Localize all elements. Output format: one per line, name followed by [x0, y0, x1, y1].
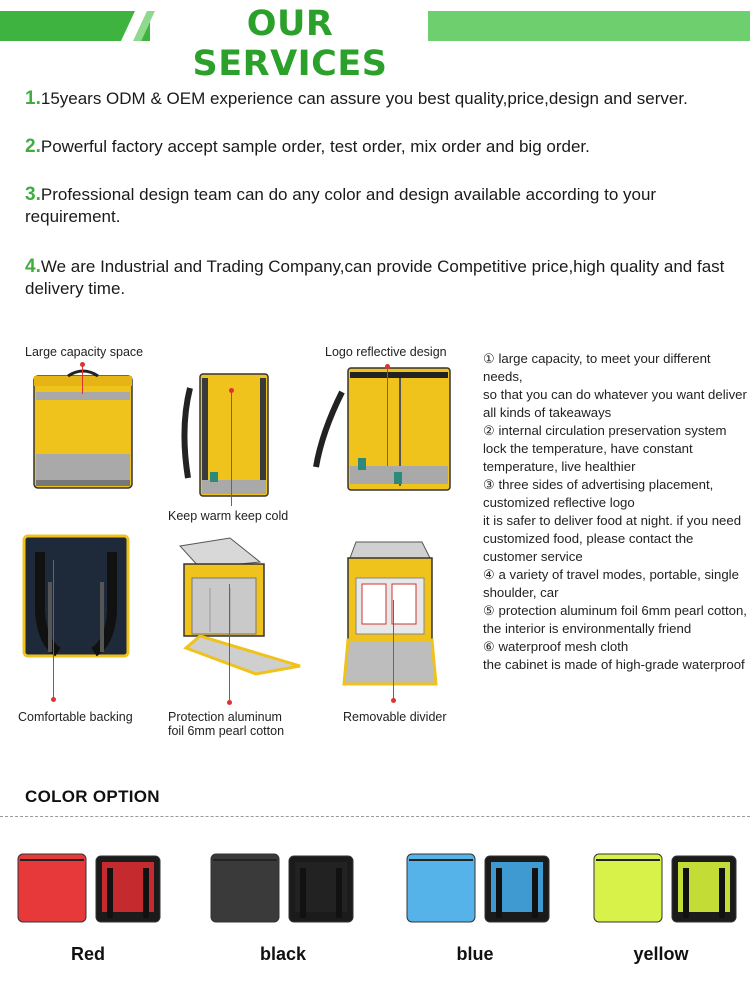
feature-line: ⑥ waterproof mesh cloth: [483, 639, 629, 654]
bag-front: [18, 854, 86, 922]
caption-logo-reflective: Logo reflective design: [325, 345, 447, 359]
feature-line: ⑤ protection aluminum foil 6mm pearl cotton, the interior is environmentally friend: [483, 603, 747, 636]
color-label-yellow: yellow: [633, 944, 689, 964]
arrow-line: [82, 364, 83, 394]
bag-open-foil-image: [170, 536, 305, 676]
caption-protection: [168, 710, 284, 738]
bag-divider-image: [340, 538, 440, 688]
color-option-title: COLOR OPTION: [25, 787, 160, 806]
service-item-4: [25, 256, 743, 300]
arrow-line: [229, 584, 230, 702]
arrow-dot: [391, 698, 396, 703]
page-title: OUR SERVICES: [192, 4, 388, 84]
arrow-line: [387, 366, 388, 466]
service-number: 3.: [25, 184, 41, 205]
caption-removable-divider: Removable divider: [343, 710, 447, 724]
arrow-dot: [51, 697, 56, 702]
service-text: Professional design team can do any color and design available according to your requirement.: [25, 185, 657, 226]
bag-side-image: [180, 368, 275, 500]
feature-line: ① large capacity, to meet your different needs,: [483, 351, 711, 384]
arrow-dot: [227, 700, 232, 705]
caption-large-capacity: Large capacity space: [25, 345, 144, 359]
color-swatch-yellow: [592, 848, 742, 926]
color-swatch-red: [16, 848, 166, 926]
service-item-1: [25, 88, 743, 110]
feature-line: ③ three sides of advertising placement, customized reflective logo: [483, 477, 714, 510]
feature-line: it is safer to deliver food at night. if you need customized food, please contact the customer service: [483, 513, 742, 564]
bag-front: [211, 854, 279, 922]
bag-front: [407, 854, 475, 922]
caption-protection-line2: foil 6mm pearl cotton: [168, 724, 285, 738]
bag-backing-image: [20, 532, 132, 664]
color-swatch-black: [209, 848, 359, 926]
features-list: [483, 350, 748, 674]
service-text: We are Industrial and Trading Company,can provide Competitive price,high quality and fast delivery time.: [25, 257, 725, 298]
service-item-3: [25, 184, 743, 228]
color-label-black: black: [259, 944, 307, 964]
arrow-line: [393, 600, 394, 700]
service-item-2: [25, 136, 743, 158]
color-label-blue: blue: [456, 944, 494, 964]
service-text: 15years ODM & OEM experience can assure you best quality,price,design and server.: [40, 89, 688, 108]
bag-front-image: [28, 362, 138, 494]
bag-back-image: [312, 362, 452, 494]
feature-line: the cabinet is made of high-grade waterproof: [483, 657, 745, 672]
service-text: Powerful factory accept sample order, test order, mix order and big order.: [40, 137, 590, 156]
feature-line: ② internal circulation preservation system lock the temperature, have constant temperature, live healthier: [483, 423, 727, 474]
feature-line: so that you can do whatever you want deliver all kinds of takeaways: [483, 387, 747, 420]
color-swatch-blue: [405, 848, 555, 926]
divider: [0, 816, 750, 817]
arrow-line: [53, 560, 54, 700]
arrow-dot: [229, 388, 234, 393]
feature-line: ④ a variety of travel modes, portable, single shoulder, car: [483, 567, 739, 600]
caption-comfortable-backing: Comfortable backing: [18, 710, 133, 724]
header-bar-right: [428, 11, 750, 41]
arrow-line: [231, 390, 232, 506]
service-number: 2.: [25, 136, 41, 157]
caption-keep-warm: Keep warm keep cold: [168, 509, 289, 523]
service-number: 4.: [25, 256, 41, 277]
color-label-red: Red: [70, 944, 105, 964]
caption-protection-line1: Protection aluminum: [168, 710, 282, 724]
service-number: 1.: [25, 88, 41, 109]
bag-front: [594, 854, 662, 922]
